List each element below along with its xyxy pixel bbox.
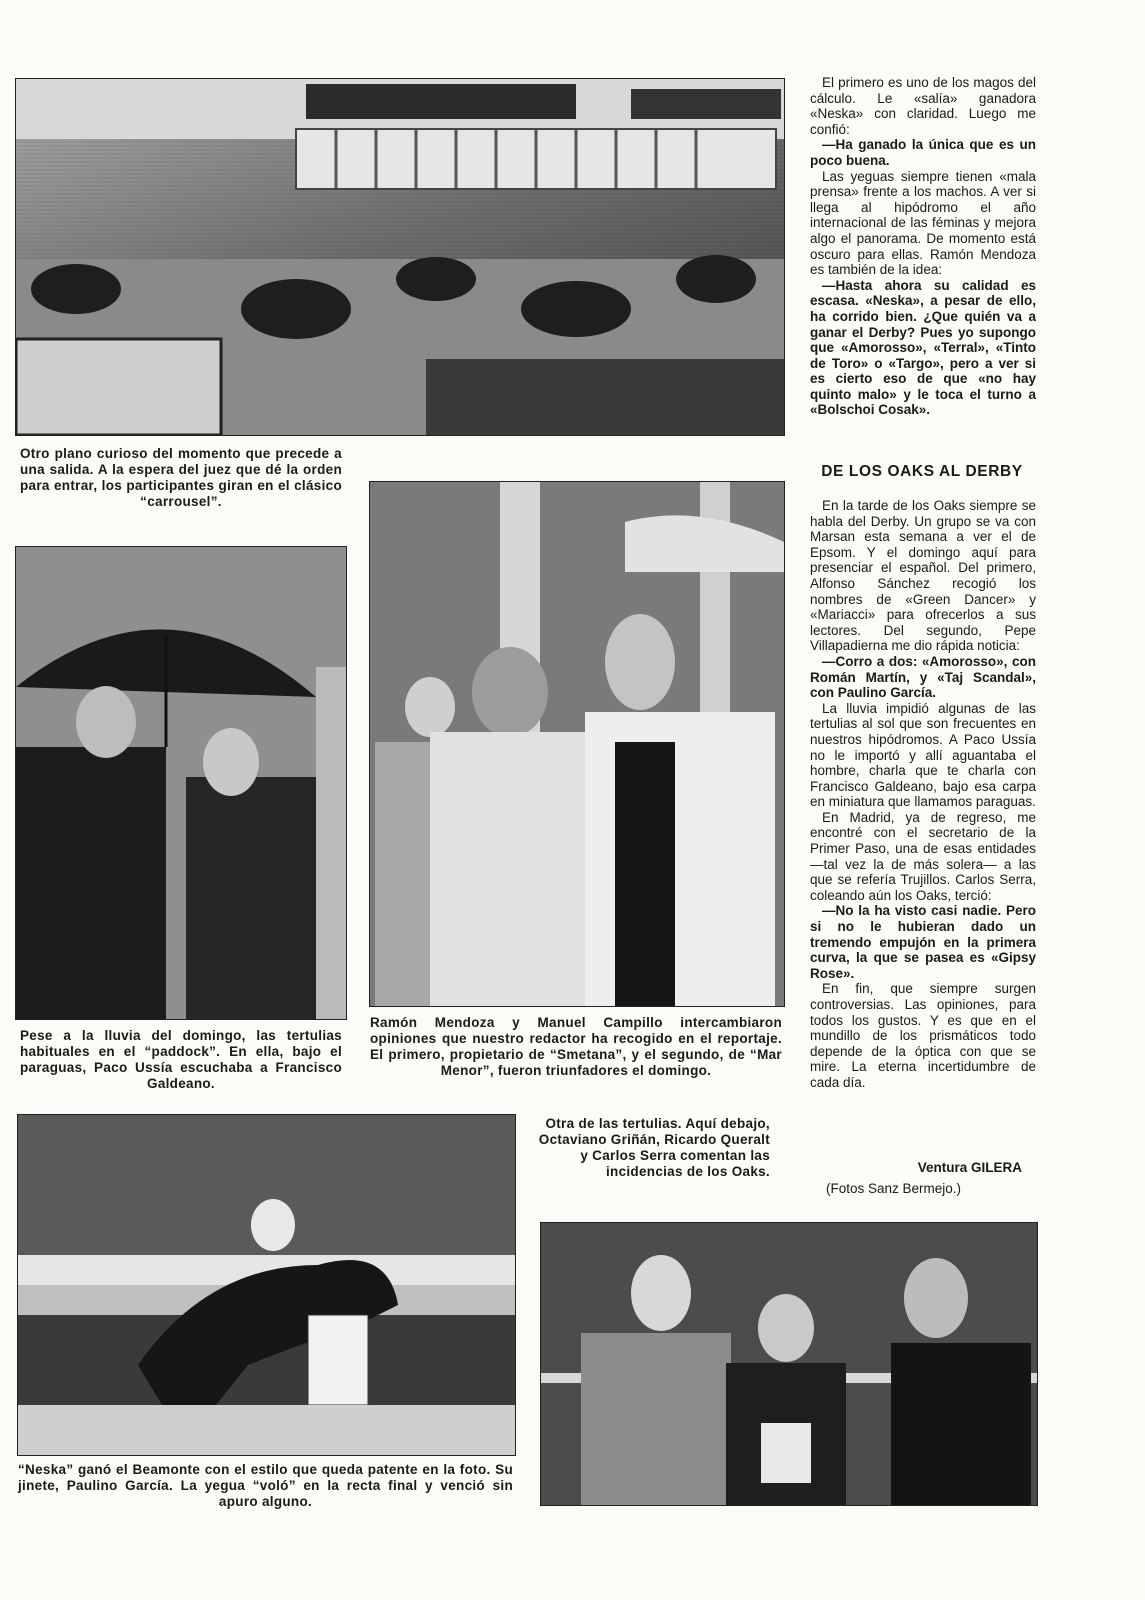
photo-starting-gate [15, 78, 785, 436]
article-paragraph: El primero es uno de los magos del cálculo. Le «salía» ganadora «Neska» con claridad. Luego me confió: [810, 75, 1036, 137]
article-paragraph: En fin, que siempre surgen controversias. Las opiniones, para todos los gustos. Y es que en el mundillo de los prismáticos todo depende de la óptica con que se mire. La eterna incertidumbre de cada día. [810, 981, 1036, 1090]
section-heading: DE LOS OAKS AL DERBY [821, 463, 1023, 480]
article-paragraph: En Madrid, ya de regreso, me encontré con el secretario de la Primer Paso, una de esas entidades —tal vez la de más solera— a las que se refería Trujillos. Carlos Serra, coleando aún los Oaks, terció: [810, 809, 1036, 903]
caption-carrousel: Otro plano curioso del momento que precede a una salida. A la espera del juez que dé la orden para entrar, los participantes giran en el clásico “carrousel”. [20, 446, 342, 509]
photo-mendoza-campillo-drawing [370, 482, 784, 1006]
photo-tertulia-drawing [541, 1223, 1037, 1505]
photo-umbrella-drawing [16, 547, 346, 1019]
article-paragraph: En la tarde de los Oaks siempre se habla del Derby. Un grupo se va con Marsan esta semana a ver el de Epsom. Y el domingo aquí para presenciar el español. Del primero, Alfonso Sánchez recogió los nombres de «Green Dancer» y «Mariacci» para ofrecerlos a sus lectores. Del segundo, Pepe Villapadierna me dio rápida noticia: [810, 498, 1036, 654]
article-quote: —Corro a dos: «Amorosso», con Román Martín, y «Taj Scandal», con Paulino García. [810, 653, 1036, 701]
article-quote: —No la ha visto casi nadie. Pero si no le hubieran dado un tremendo empujón en la primera curva, la que se pasea es «Gipsy Rose». [810, 903, 1036, 981]
photo-mendoza-campillo [369, 481, 785, 1007]
photo-umbrella [15, 546, 347, 1020]
photo-neska-race-drawing [18, 1115, 515, 1455]
article-paragraph: Las yeguas siempre tienen «mala prensa» frente a los machos. A ver si llega al hipódromo el año internacional de las féminas y mejora algo el panorama. De momento está oscuro para ellas. Ramón Mendoza es también de la idea: [810, 168, 1036, 278]
photo-tertulia [540, 1222, 1038, 1506]
caption-neska: “Neska” ganó el Beamonte con el estilo que queda patente en la foto. Su jinete, Paulino García. La yegua “voló” en la recta final y venció sin apuro alguno. [18, 1462, 513, 1509]
caption-paddock: Pese a la lluvia del domingo, las tertulias habituales en el “paddock”. En ella, bajo el paraguas, Paco Ussía escuchaba a Francisco Galdeano. [20, 1028, 342, 1091]
article-paragraph: La lluvia impidió algunas de las tertulias al sol que son frecuentes en nuestros hipódromos. A Paco Ussía no le importó y allí aguantaba el hombre, charla que te charla con Francisco Galdeano, bajo esa carpa en miniatura que llamamos paraguas. [810, 700, 1036, 810]
photo-credits: (Fotos Sanz Bermejo.) [826, 1181, 962, 1196]
article-quote: —Hasta ahora su calidad es escasa. «Neska», a pesar de ello, ha corrido bien. ¿Que quién va a ganar el Derby? Pues yo supongo que «Amorosso», «Terral», «Tinto de Toro» o «Targo», pero a ver si es cierto eso de que «no hay quinto malo» y le toca el turno a «Bolschoi Cosak». [810, 277, 1036, 418]
caption-oaks: Otra de las tertulias. Aquí debajo, Octaviano Griñán, Ricardo Queralt y Carlos Serra comentan las incidencias de los Oaks. [538, 1116, 770, 1179]
article-column-top [810, 75, 1036, 418]
caption-mendoza: Ramón Mendoza y Manuel Campillo intercambiaron opiniones que nuestro redactor ha recogido en el reportaje. El primero, propietario de “Smetana”, y el segundo, de “Mar Menor”, fueron triunfadores el domingo. [370, 1015, 782, 1078]
article-quote: —Ha ganado la única que es un poco buena. [810, 137, 1036, 168]
photo-starting-gate-drawing [16, 79, 784, 435]
author-signature: Ventura GILERA [917, 1160, 1022, 1175]
photo-neska-race [17, 1114, 516, 1456]
article-column-bottom [810, 498, 1036, 1091]
